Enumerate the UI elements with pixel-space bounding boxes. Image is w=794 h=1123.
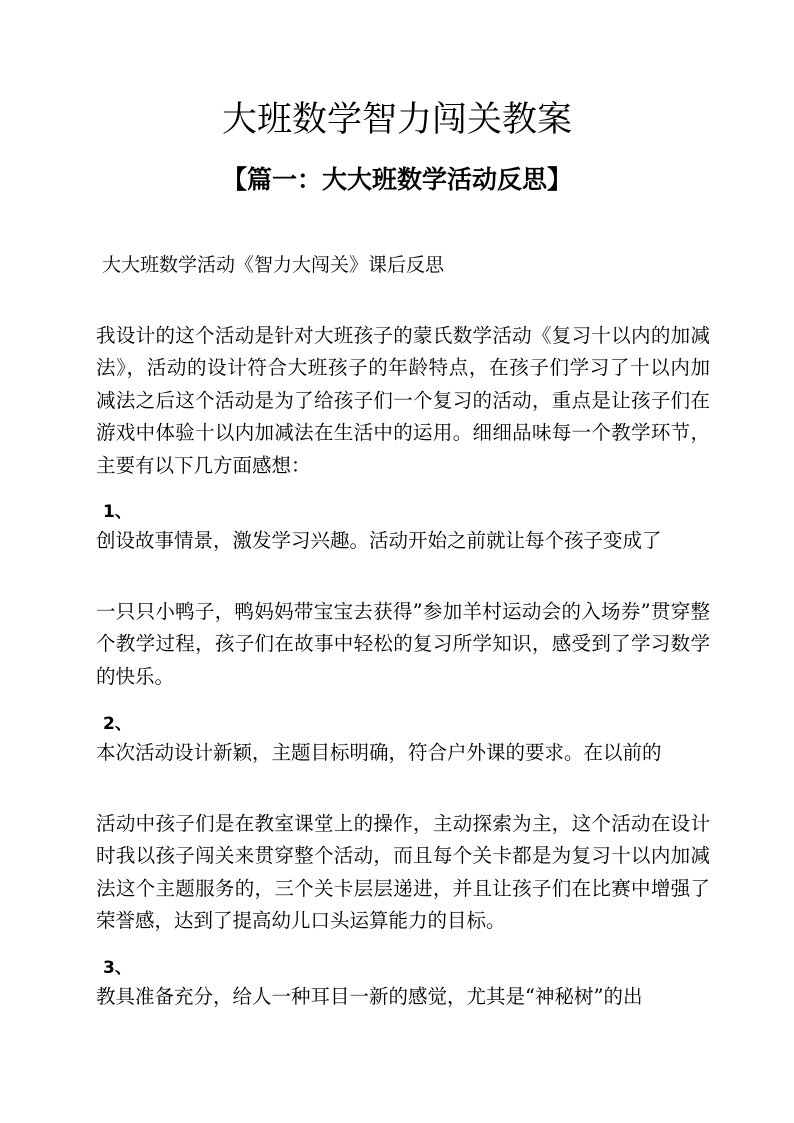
document-title: 大班数学智力闯关教案	[221, 100, 572, 140]
section-3-first-line: 教具准备充分，给人一种耳目一新的感觉，尤其是“神秘树”的出	[96, 985, 643, 1008]
section-heading: 大大班数学活动《智力大闯关》课后反思	[102, 254, 445, 276]
section-2-body: 活动中孩子们是在教室课堂上的操作，主动探索为主，这个活动在设计时我以孩子闯关来贯穿整个活动，而且每个关卡都是为复习十以内加减法这个主题服务的，三个关卡层层递进，并且让孩子们在比赛中增强了荣誉感，达到了提高幼儿口头运算能力的目标。	[96, 812, 710, 933]
section-1-body: 一只只小鸭子，鸭妈妈带宝宝去获得”参加羊村运动会的入场券”贯穿整个教学过程，孩子们在故事中轻松的复习所学知识，感受到了学习数学的快乐。	[96, 600, 710, 688]
section-number-2: 2、	[103, 714, 132, 734]
document-subtitle: 【篇一：大大班数学活动反思】	[221, 165, 572, 194]
intro-paragraph: 我设计的这个活动是针对大班孩子的蒙氏数学活动《复习十以内的加减法》，活动的设计符合大班孩子的年龄特点，在孩子们学习了十以内加减法之后这个活动是为了给孩子们一个复习的活动，重点是让孩子们在游戏中体验十以内加减法在生活中的运用。细细品味每一个教学环节，主要有以下几方面感想：	[96, 324, 710, 477]
section-2-first-line: 本次活动设计新颖，主题目标明确，符合户外课的要求。在以前的	[96, 741, 662, 764]
section-number-3: 3、	[103, 958, 132, 978]
section-1-first-line: 创设故事情景，激发学习兴趣。活动开始之前就让每个孩子变成了	[96, 529, 662, 552]
section-number-1: 1、	[103, 502, 132, 522]
